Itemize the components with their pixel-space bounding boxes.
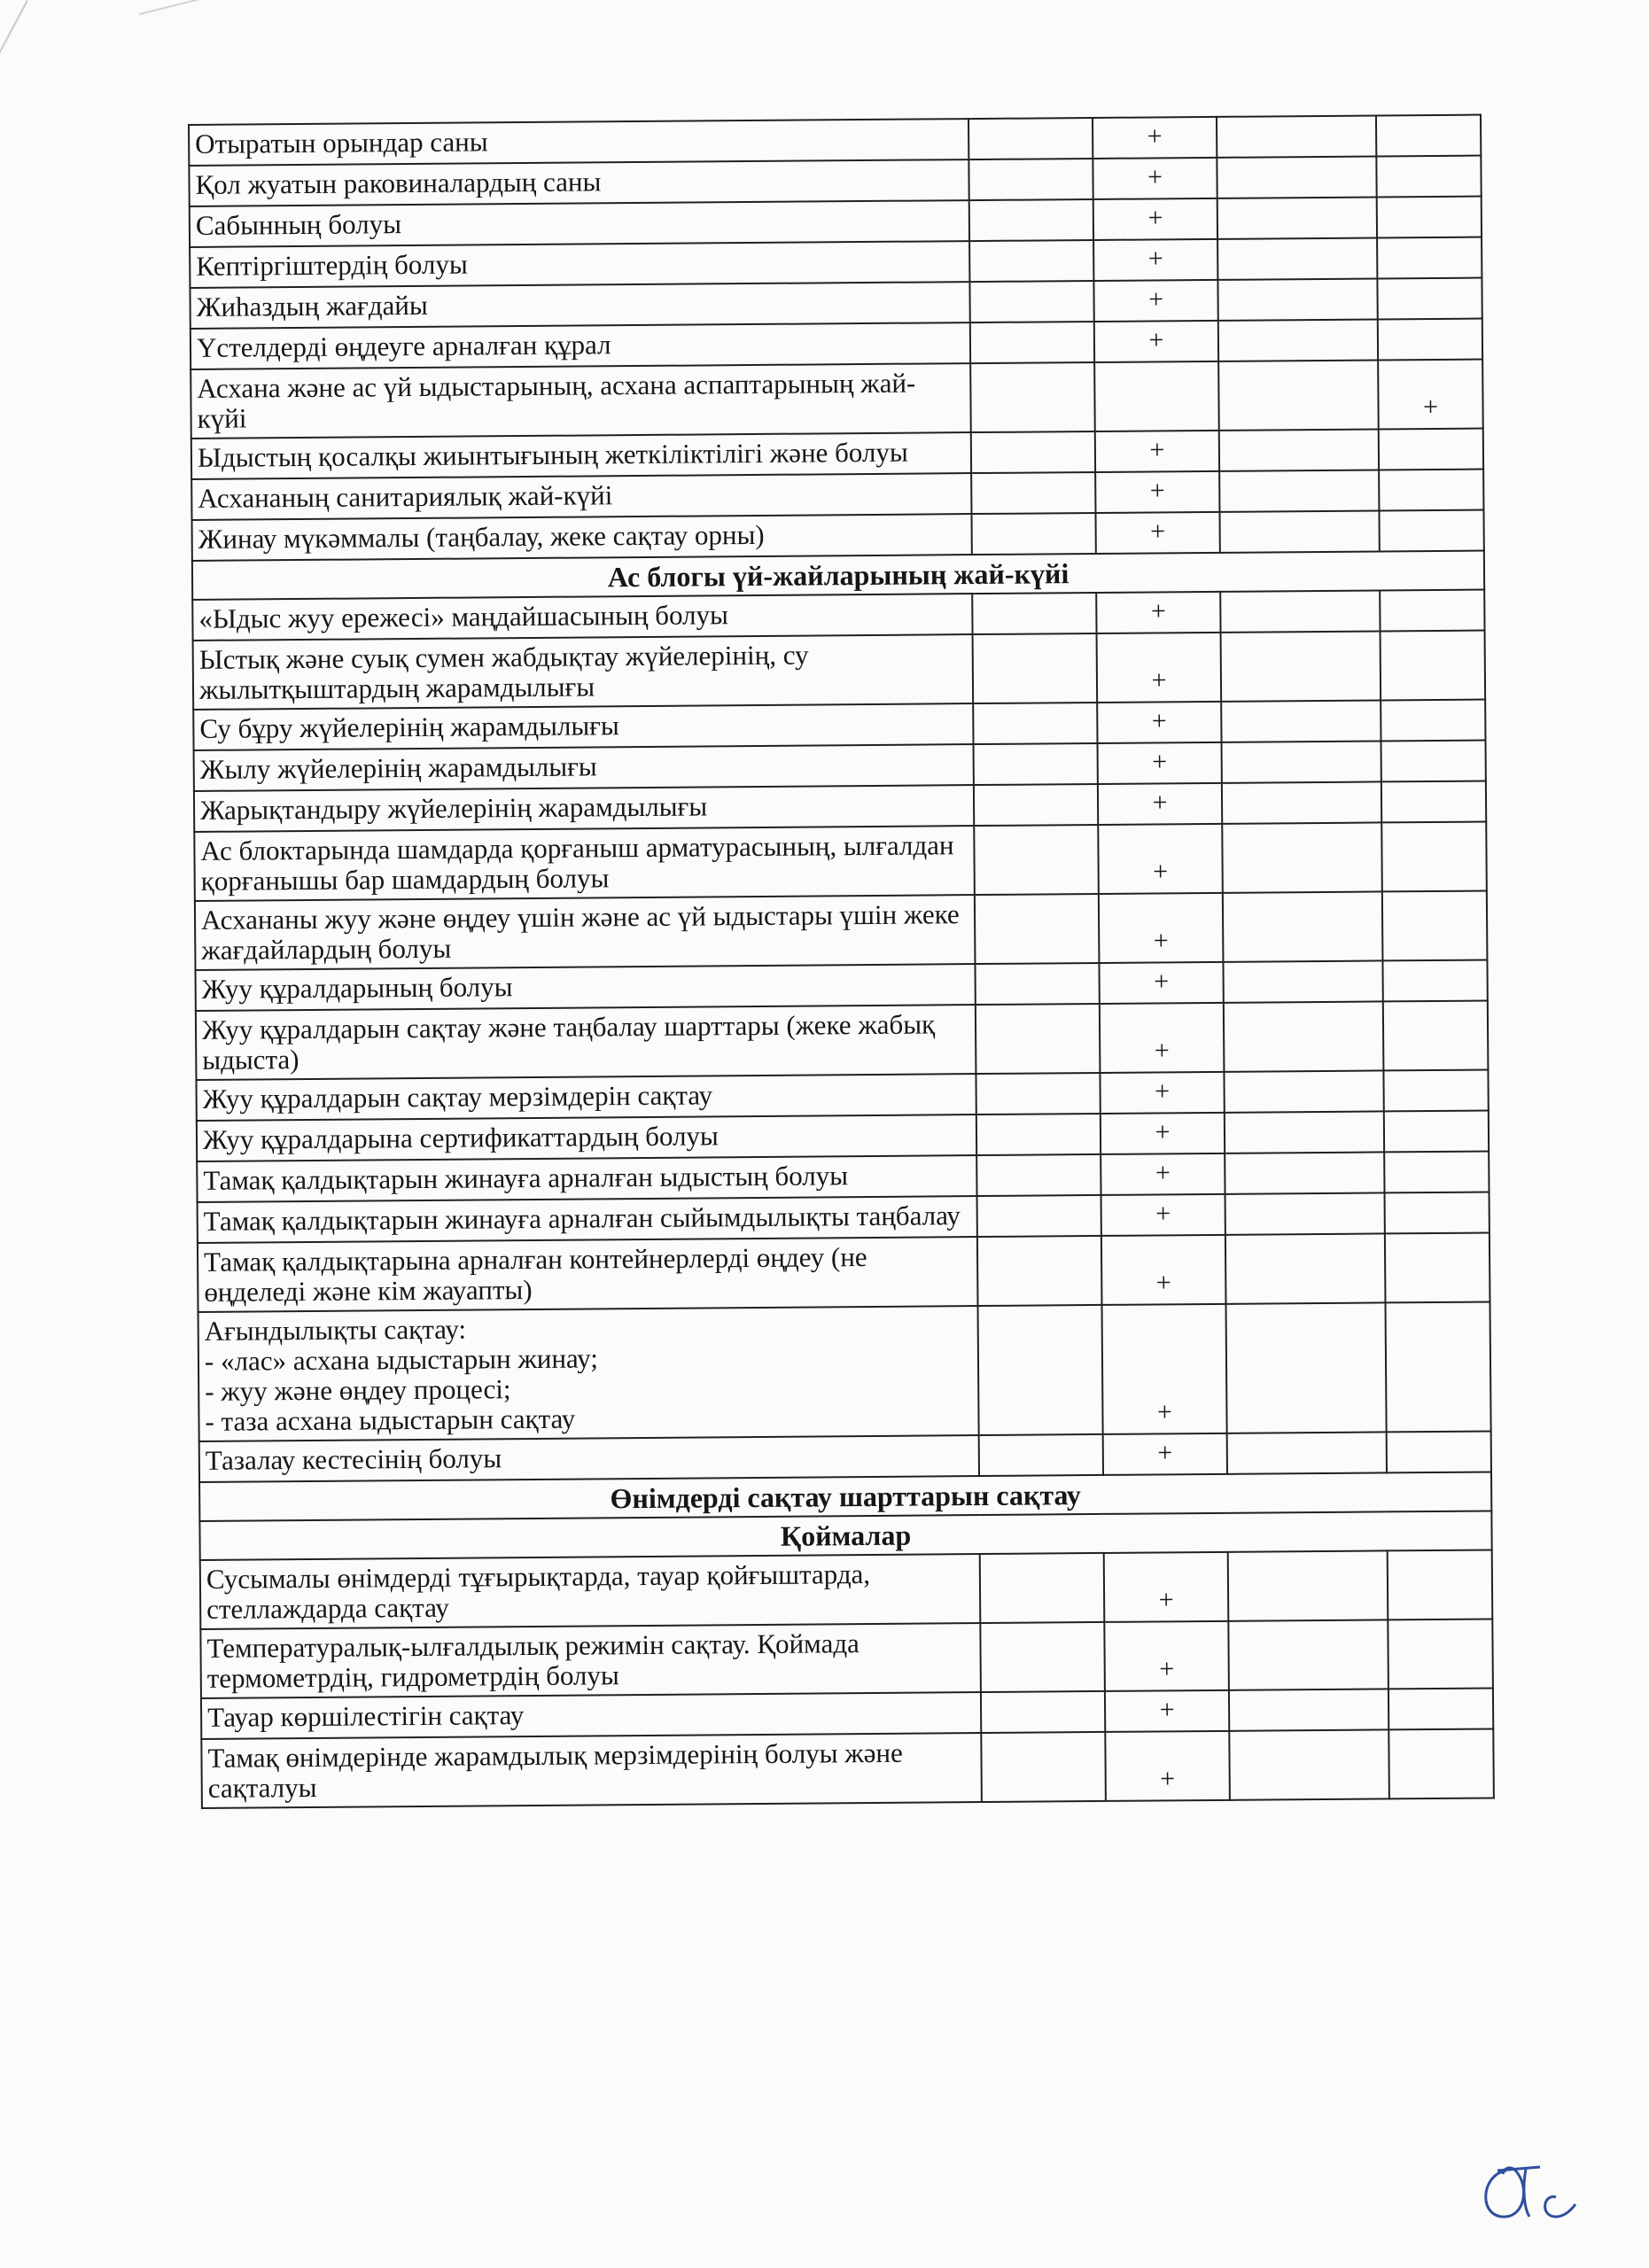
mark-cell-3 (1217, 156, 1376, 198)
mark-cell-3 (1224, 1001, 1384, 1071)
mark-cell-3 (1223, 891, 1383, 961)
mark-cell-4 (1377, 237, 1482, 279)
mark-cell-4 (1388, 1728, 1494, 1798)
criterion-label: Су бұру жүйелерінің жарамдылығы (193, 703, 973, 750)
criterion-label: Жиһаздың жағдайы (190, 282, 969, 329)
mark-cell-1 (968, 159, 1093, 200)
mark-cell-3 (1225, 1302, 1386, 1433)
criterion-label: Ыдыстың қосалқы жиынтығының жеткіліктілігі және болуы (191, 432, 971, 479)
mark-cell-1 (976, 1073, 1100, 1115)
mark-cell-4 (1381, 741, 1486, 782)
mark-cell-4 (1382, 891, 1488, 961)
mark-cell-2: + (1101, 1113, 1225, 1154)
mark-cell-4 (1381, 781, 1486, 823)
criterion-label: Сабынның болуы (190, 200, 969, 247)
mark-cell-4 (1385, 1233, 1490, 1303)
table-row (191, 360, 1483, 439)
mark-cell-3 (1221, 700, 1381, 742)
mark-cell-4 (1376, 115, 1481, 157)
criterion-label: Ыстық және суық сумен жабдықтау жүйелерінің, су жылытқыштардың жарамдылығы (193, 634, 974, 710)
mark-cell-4 (1387, 1431, 1491, 1472)
mark-cell-3 (1225, 1111, 1384, 1153)
mark-cell-4 (1379, 470, 1483, 511)
criterion-label: Отыратын орындар саны (189, 119, 968, 166)
checklist-body (189, 115, 1494, 1808)
mark-cell-3 (1222, 822, 1382, 892)
handwritten-signature (1471, 2153, 1604, 2233)
mark-cell-2: + (1101, 1153, 1225, 1195)
mark-cell-2: + (1098, 824, 1223, 894)
mark-cell-4 (1385, 1301, 1490, 1432)
mark-cell-2: + (1098, 783, 1222, 825)
criterion-label: Асхана және ас үй ыдыстарының, асхана аспаптарының жай-күйі (191, 363, 971, 439)
mark-cell-3 (1224, 1070, 1383, 1112)
mark-cell-4 (1379, 429, 1483, 470)
mark-cell-3 (1220, 590, 1380, 632)
criterion-label: Сусымалы өнімдерді тұғырықтарда, тауар қойғыштарда, стеллаждарда сақтау (200, 1554, 981, 1629)
mark-cell-3 (1217, 237, 1377, 279)
scan-edge-line (0, 0, 28, 259)
mark-cell-4 (1388, 1688, 1493, 1729)
criterion-label: Температуралық-ылғалдылық режимін сақтау. Қоймада термометрдің, гидрометрдің болуы (200, 1623, 981, 1698)
mark-cell-4 (1384, 1111, 1489, 1153)
mark-cell-4 (1379, 510, 1483, 552)
mark-cell-2: + (1104, 1621, 1229, 1691)
criterion-label: Асхананың санитариялық жай-күйі (191, 473, 971, 520)
mark-cell-4 (1388, 1550, 1493, 1619)
mark-cell-1 (976, 1114, 1101, 1155)
mark-cell-2: + (1095, 471, 1219, 513)
table-row (196, 1001, 1489, 1080)
mark-cell-1 (968, 118, 1093, 159)
mark-cell-3 (1225, 1192, 1385, 1234)
mark-cell-1 (975, 963, 1099, 1005)
criterion-label: Жуу құралдарының болуы (196, 964, 976, 1011)
table-row (195, 891, 1488, 970)
mark-cell-2: + (1095, 431, 1219, 472)
mark-cell-4 (1376, 156, 1481, 198)
criterion-label: Жуу құралдарын сақтау мерзімдерін сақтау (196, 1074, 976, 1121)
mark-cell-4 (1380, 590, 1484, 632)
criterion-label: Тамақ қалдықтарын жинауға арналған сыйымдылықты таңбалау (198, 1196, 977, 1243)
criterion-label: Тамақ қалдықтарын жинауға арналған ыдыстың болуы (197, 1155, 976, 1202)
mark-cell-2: + (1100, 1003, 1225, 1073)
criterion-label: Тамақ қалдықтарына арналған контейнерлерді өңдеу (не өңделеді және кім жауапты) (198, 1237, 978, 1312)
mark-cell-2: + (1105, 1690, 1229, 1732)
mark-cell-2 (1094, 361, 1219, 431)
mark-cell-2: + (1093, 198, 1217, 240)
mark-cell-2: + (1093, 117, 1217, 159)
mark-cell-1 (971, 431, 1095, 473)
mark-cell-4 (1383, 1070, 1488, 1112)
mark-cell-4 (1388, 1619, 1493, 1689)
criterion-label: Ағындылықты сақтау: - «лас» асхана ыдыстарын жинау; - жуу және өңдеу процесі; - таза асхана ыдыстарын сақтау (198, 1306, 979, 1441)
mark-cell-2: + (1093, 280, 1217, 322)
inspection-checklist-table (188, 114, 1495, 1809)
mark-cell-2: + (1097, 702, 1221, 743)
table-row (201, 1728, 1494, 1807)
mark-cell-3 (1218, 319, 1378, 361)
mark-cell-4 (1377, 197, 1482, 238)
mark-cell-3 (1225, 1233, 1386, 1303)
mark-cell-2: + (1099, 962, 1223, 1004)
mark-cell-2: + (1096, 592, 1220, 633)
table-row (200, 1550, 1493, 1628)
mark-cell-4 (1381, 631, 1486, 701)
mark-cell-1 (971, 472, 1095, 514)
mark-cell-3 (1217, 115, 1376, 157)
criterion-label: Кептіргіштердің болуы (190, 241, 969, 288)
mark-cell-1 (973, 633, 1098, 703)
mark-cell-4 (1382, 960, 1487, 1002)
mark-cell-4 (1378, 319, 1482, 361)
mark-cell-4 (1383, 1001, 1489, 1071)
mark-cell-2: + (1101, 1235, 1226, 1305)
mark-cell-3 (1222, 781, 1381, 823)
mark-cell-3 (1227, 1432, 1387, 1473)
mark-cell-3 (1228, 1550, 1388, 1620)
mark-cell-1 (970, 322, 1094, 363)
mark-cell-1 (970, 362, 1095, 432)
mark-cell-4 (1381, 822, 1487, 892)
mark-cell-1 (973, 703, 1097, 744)
mark-cell-2: + (1094, 321, 1218, 362)
mark-cell-2: + (1101, 1194, 1225, 1236)
mark-cell-1 (969, 199, 1093, 241)
mark-cell-3 (1217, 197, 1377, 238)
mark-cell-4 (1384, 1152, 1489, 1193)
mark-cell-1 (969, 240, 1093, 282)
mark-cell-2: + (1102, 1304, 1227, 1434)
mark-cell-1 (969, 281, 1093, 322)
mark-cell-2: + (1093, 239, 1217, 281)
mark-cell-1 (980, 1622, 1105, 1692)
table-row (198, 1301, 1491, 1441)
mark-cell-1 (975, 894, 1100, 964)
mark-cell-1 (980, 1553, 1105, 1623)
criterion-label: Жинау мүкәммалы (таңбалау, жеке сақтау орны) (192, 514, 972, 561)
mark-cell-1 (972, 593, 1096, 634)
mark-cell-1 (977, 1236, 1102, 1306)
mark-cell-1 (976, 1154, 1101, 1196)
criterion-label: «Ыдыс жуу ережесі» маңдайшасының болуы (192, 594, 972, 641)
mark-cell-3 (1218, 360, 1379, 430)
mark-cell-4 (1377, 278, 1482, 320)
mark-cell-1 (977, 1195, 1101, 1237)
section-title: Өнімдерді сақтау шарттарын сақтау (199, 1472, 1491, 1520)
section-title: Ас блогы үй-жайларының жай-күйі (192, 551, 1484, 600)
mark-cell-3 (1219, 510, 1379, 552)
mark-cell-2: + (1103, 1433, 1227, 1475)
mark-cell-2: + (1098, 742, 1222, 784)
mark-cell-4: + (1378, 360, 1483, 430)
mark-cell-3 (1217, 278, 1377, 320)
criterion-label: Тамақ өнімдерінде жарамдылық мерзімдерінің болуы және сақталуы (201, 1733, 982, 1808)
criterion-label: Жуу құралдарына сертификаттардың болуы (197, 1115, 976, 1161)
mark-cell-3 (1219, 470, 1379, 511)
mark-cell-4 (1385, 1192, 1490, 1234)
mark-cell-2: + (1105, 1731, 1230, 1801)
mark-cell-1 (974, 784, 1098, 826)
mark-cell-1 (981, 1691, 1105, 1733)
scan-corner-fold (139, 0, 252, 50)
table-row (198, 1233, 1490, 1312)
mark-cell-3 (1225, 1152, 1384, 1193)
table-row (193, 631, 1486, 710)
mark-cell-1 (971, 513, 1095, 555)
mark-cell-3 (1222, 741, 1381, 782)
mark-cell-1 (974, 825, 1099, 895)
criterion-label: Жылу жүйелерінің жарамдылығы (194, 744, 974, 791)
mark-cell-3 (1223, 960, 1382, 1002)
criterion-label: Жарықтандыру жүйелерінің жарамдылығы (194, 785, 974, 832)
criterion-label: Ас блоктарында шамдарда қорғаныш арматурасының, ылғалдан қорғанышы бар шамдардың болуы (194, 826, 975, 901)
criterion-label: Үстелдерді өңдеуге арналған құрал (191, 322, 970, 369)
mark-cell-3 (1228, 1619, 1388, 1689)
section-title: Қоймалар (199, 1511, 1491, 1559)
mark-cell-1 (974, 743, 1098, 785)
mark-cell-3 (1219, 429, 1379, 470)
mark-cell-3 (1229, 1689, 1388, 1730)
criterion-label: Тазалау кестесінің болуы (199, 1435, 979, 1482)
mark-cell-1 (979, 1434, 1103, 1476)
mark-cell-4 (1381, 700, 1485, 742)
mark-cell-2: + (1100, 1072, 1224, 1114)
mark-cell-1 (976, 1004, 1101, 1074)
criterion-label: Қол жуатын раковиналардың саны (189, 159, 968, 206)
criterion-label: Тауар көршілестігін сақтау (201, 1692, 981, 1739)
mark-cell-1 (978, 1305, 1103, 1435)
mark-cell-2: + (1097, 633, 1222, 703)
mark-cell-2: + (1104, 1552, 1229, 1622)
criterion-label: Жуу құралдарын сақтау және таңбалау шарттары (жеке жабық ыдыста) (196, 1005, 976, 1080)
mark-cell-2: + (1099, 893, 1224, 963)
table-row (194, 822, 1487, 901)
mark-cell-3 (1221, 631, 1381, 701)
mark-cell-3 (1229, 1729, 1389, 1799)
criterion-label: Асхананы жуу және өңдеу үшін және ас үй ыдыстары үшін жеке жағдайлардың болуы (195, 895, 976, 970)
mark-cell-2: + (1095, 512, 1219, 554)
mark-cell-1 (981, 1732, 1106, 1802)
mark-cell-2: + (1093, 158, 1217, 199)
table-row (200, 1619, 1493, 1697)
